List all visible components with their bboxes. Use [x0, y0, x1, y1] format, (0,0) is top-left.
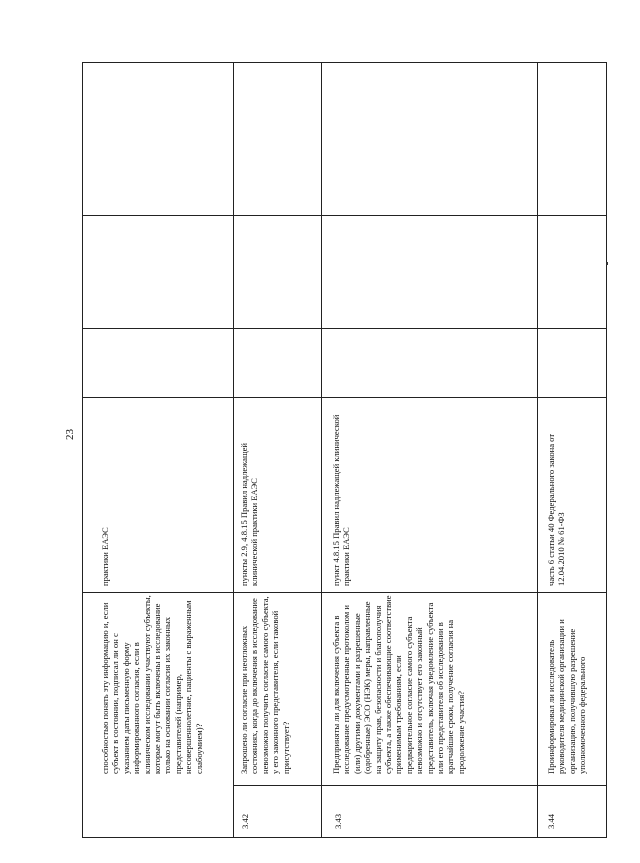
reference-cell: пункт 4.8.15 Правил надлежащей клинической практики ЕАЭС — [331, 414, 352, 586]
row-number: 3.44 — [546, 813, 556, 829]
column-separator — [82, 328, 607, 329]
column-separator — [82, 592, 607, 593]
question-cell: Предприняты ли для включения субъекта в исследование предусмотренные протоколом и (или) другими документами и разрешенные (одобренные) ЭСО (НЭК) меры, направленные на защиту прав, безопасности и благополучия субъекта, а также обеспечивающие соответствие применимым требованиям, если предварительное согласие самого субъекта невозможно и отсутствует его законный представитель, включая уведомление субъекта или его представителя об исследовании в кратчайшие сроки, получение согласия на продолжение участия? — [331, 595, 466, 774]
row-number: 3.42 — [240, 813, 250, 829]
row-separator — [233, 62, 234, 838]
row-number: 3.43 — [333, 813, 343, 829]
row-separator — [537, 62, 538, 838]
reference-cell: практики ЕАЭС — [100, 527, 110, 586]
table-border-right — [606, 62, 607, 838]
table-border-bottom — [82, 837, 607, 838]
question-cell: Запрошено ли согласие при неотложных состояниях, когда до включения в исследование невозможно получить согласие самого субъекта, у его законного представителя, если таковой присутствует? — [239, 596, 291, 774]
table-border-top — [82, 62, 607, 63]
reference-cell: часть 6 статьи 40 Федерального закона от 12.04.2010 № 61-ФЗ — [546, 433, 567, 586]
column-separator — [233, 785, 607, 786]
scan-artifact — [606, 262, 608, 265]
question-cell: способностью понять эту информацию и, если субъект в состоянии, подписал ли он с указанием даты письменную форму информированного согласия, если в клиническом исследовании участвуют субъекты, которые могут быть включены в исследование только на основании согласия их законных представителей (например, несовершеннолетние, пациенты с выраженным слабоумием)? — [100, 595, 204, 774]
row-separator — [321, 62, 322, 838]
reference-cell: пункты 2.9, 4.8.15 Правил надлежащей клинической практики ЕАЭС — [239, 443, 260, 586]
table-border-left — [82, 62, 83, 838]
column-separator — [82, 215, 607, 216]
page-number: 23 — [64, 429, 76, 440]
question-cell: Проинформировал ли исследователь руководителя медицинской организации и организацию, получившую разрешение уполномоченного федерального — [546, 619, 588, 774]
